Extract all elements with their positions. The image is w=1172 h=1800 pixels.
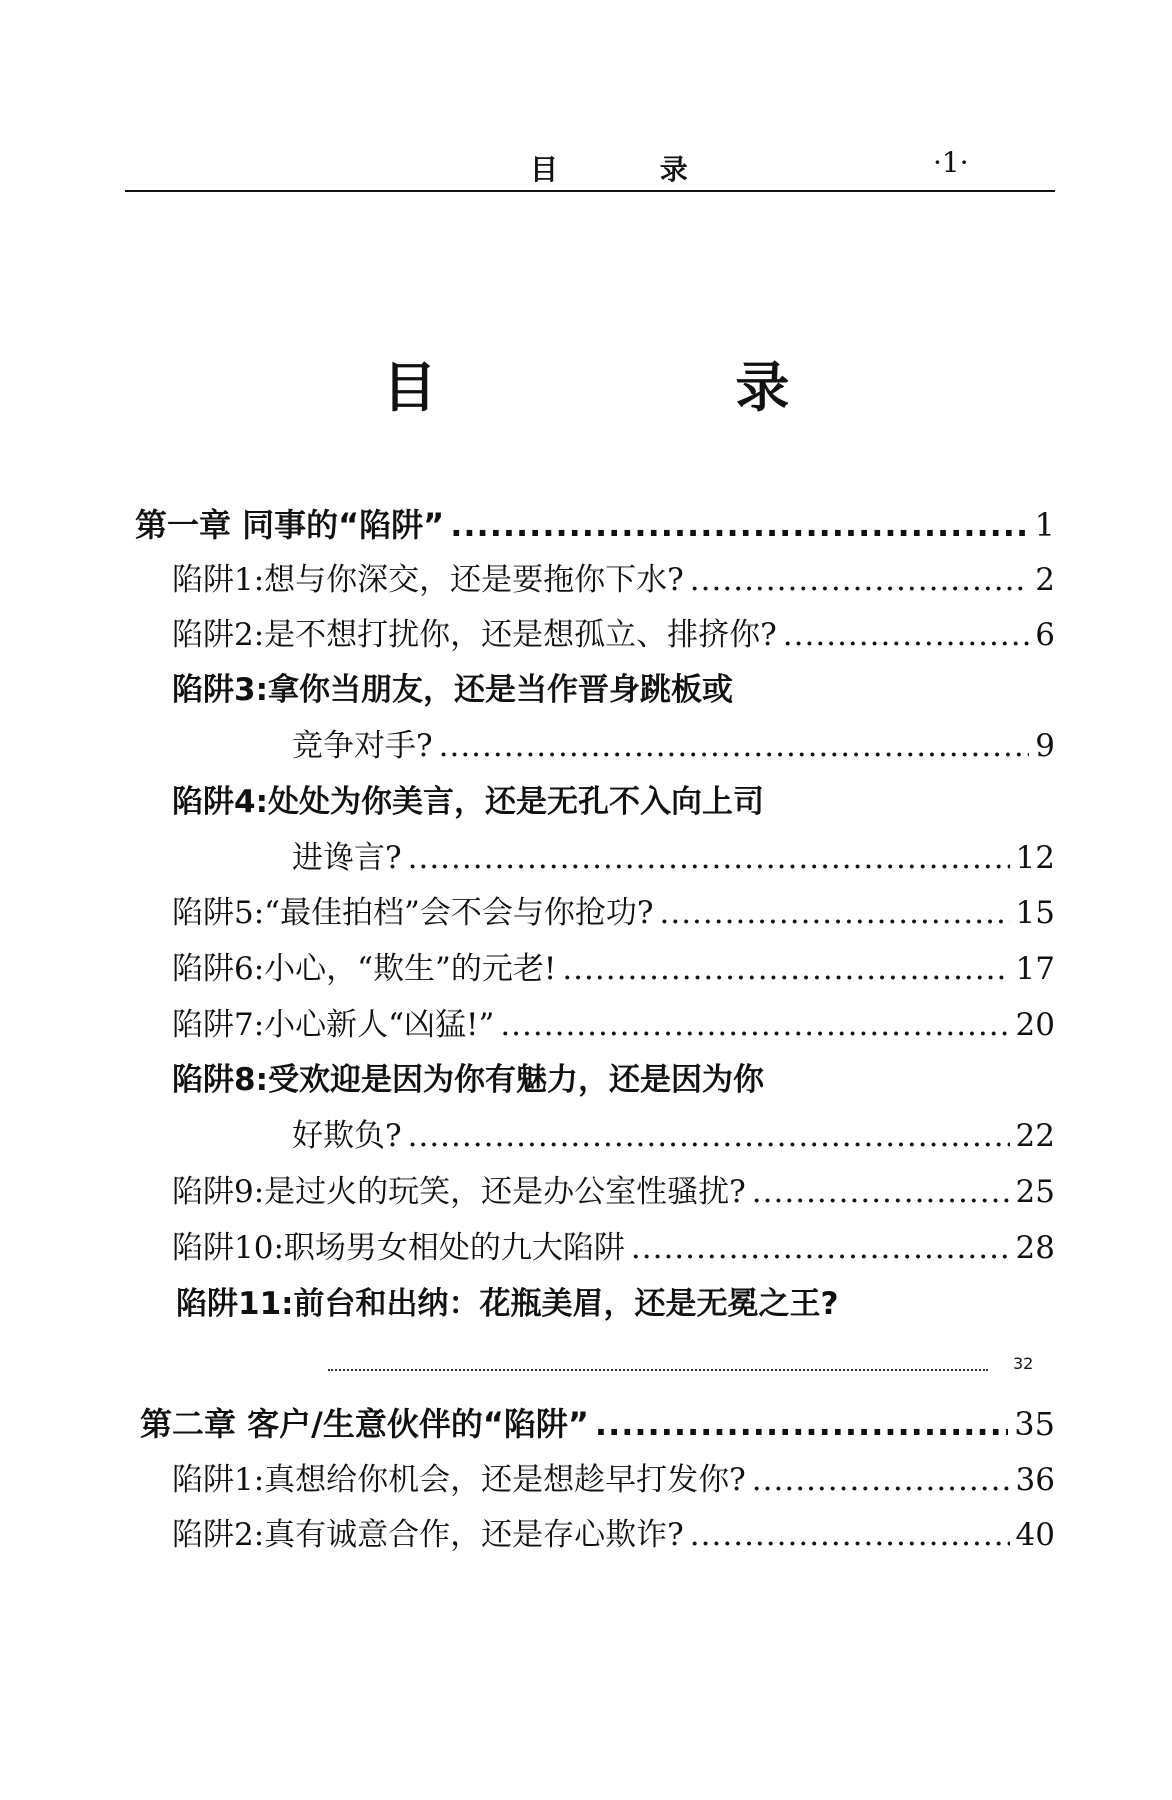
toc-item-1-1[interactable]	[172, 560, 1055, 600]
dot-leader	[408, 838, 1010, 878]
toc-page-number: 28	[1015, 1230, 1055, 1266]
toc-item-1-8-continued[interactable]	[292, 1116, 1055, 1156]
toc-chapter-1[interactable]	[135, 505, 1055, 545]
toc-page-number: 15	[1015, 895, 1055, 931]
toc-page-number: 9	[1035, 728, 1055, 764]
toc-page-number: 36	[1015, 1462, 1055, 1498]
toc-entry-text: 陷阱7:小心新人“凶猛!”	[172, 1007, 495, 1043]
page-title: 目 录	[382, 356, 930, 419]
toc-entry-text: 陷阱4:处处为你美言，还是无孔不入向上司	[172, 784, 764, 820]
toc-item-1-6[interactable]	[172, 949, 1055, 989]
toc-page-number: 35	[1014, 1405, 1055, 1443]
toc-item-1-9[interactable]	[172, 1172, 1055, 1212]
dot-leader	[595, 1404, 1008, 1444]
dot-leader	[328, 1369, 988, 1375]
toc-page-number: 32	[1013, 1354, 1034, 1373]
toc-entry-text: 陷阱9:是过火的玩笑，还是办公室性骚扰?	[172, 1174, 746, 1210]
toc-page-number: 20	[1015, 1007, 1055, 1043]
toc-entry-text: 陷阱6:小心，“欺生”的元老!	[172, 951, 557, 987]
toc-page-number: 22	[1015, 1118, 1055, 1154]
dot-leader	[690, 560, 1029, 600]
toc-item-1-7[interactable]	[172, 1005, 1055, 1045]
toc-entry-text: 竞争对手?	[292, 728, 433, 764]
toc-page-number: 40	[1015, 1517, 1055, 1553]
toc-item-1-4-continued[interactable]	[292, 838, 1055, 878]
dot-leader	[500, 1005, 1009, 1045]
dot-leader	[659, 893, 1009, 933]
toc-page-number: 17	[1015, 951, 1055, 987]
toc-item-1-10[interactable]	[172, 1228, 1055, 1268]
toc-entry-text: 陷阱2:是不想打扰你，还是想孤立、排挤你?	[172, 617, 777, 653]
dot-leader	[783, 615, 1029, 655]
toc-entry-text: 好欺负?	[292, 1118, 402, 1154]
toc-entry-text: 陷阱3:拿你当朋友，还是当作晋身跳板或	[172, 672, 733, 708]
dot-leader	[408, 1116, 1010, 1156]
dot-leader	[752, 1172, 1010, 1212]
toc-item-2-1[interactable]	[172, 1460, 1055, 1500]
toc-page-number: 2	[1035, 562, 1055, 598]
dot-leader	[439, 726, 1030, 766]
toc-item-2-2[interactable]	[172, 1515, 1055, 1555]
toc-entry-text: 陷阱11:前台和出纳：花瓶美眉，还是无冕之王?	[176, 1286, 839, 1322]
dot-leader	[631, 1228, 1010, 1268]
toc-item-1-5[interactable]	[172, 893, 1055, 933]
toc-entry-text: 陷阱5:“最佳拍档”会不会与你抢功?	[172, 895, 654, 931]
dot-leader	[752, 1460, 1010, 1500]
toc-chapter-2[interactable]	[140, 1404, 1055, 1444]
toc-entry-text: 陷阱10:职场男女相处的九大陷阱	[172, 1230, 625, 1266]
toc-item-1-2[interactable]	[172, 615, 1055, 655]
toc-item-1-11[interactable]	[176, 1284, 1055, 1324]
toc-item-1-3[interactable]	[172, 670, 1055, 710]
dot-leader	[562, 949, 1009, 989]
toc-entry-text: 第一章 同事的“陷阱”	[135, 506, 445, 544]
running-header-page-number: ·1·	[933, 146, 969, 179]
toc-entry-text: 陷阱8:受欢迎是因为你有魅力，还是因为你	[172, 1062, 764, 1098]
toc-entry-text: 陷阱2:真有诚意合作，还是存心欺诈?	[172, 1517, 684, 1553]
dot-leader	[690, 1515, 1010, 1555]
toc-item-1-8[interactable]	[172, 1060, 1055, 1100]
toc-entry-text: 第二章 客户/生意伙伴的“陷阱”	[140, 1405, 589, 1443]
toc-page-number: 25	[1015, 1174, 1055, 1210]
toc-page-number: 1	[1034, 506, 1055, 544]
running-header-title: 目 录	[530, 153, 734, 186]
toc-item-1-4[interactable]	[172, 782, 1055, 822]
toc-entry-text: 陷阱1:真想给你机会，还是想趁早打发你?	[172, 1462, 746, 1498]
toc-item-1-3-continued[interactable]	[292, 726, 1055, 766]
toc-page-number: 6	[1035, 617, 1055, 653]
dot-leader	[450, 505, 1028, 545]
toc-entry-text: 陷阱1:想与你深交，还是要拖你下水?	[172, 562, 684, 598]
toc-page-number: 12	[1015, 840, 1055, 876]
toc-entry-text: 进谗言?	[292, 840, 402, 876]
